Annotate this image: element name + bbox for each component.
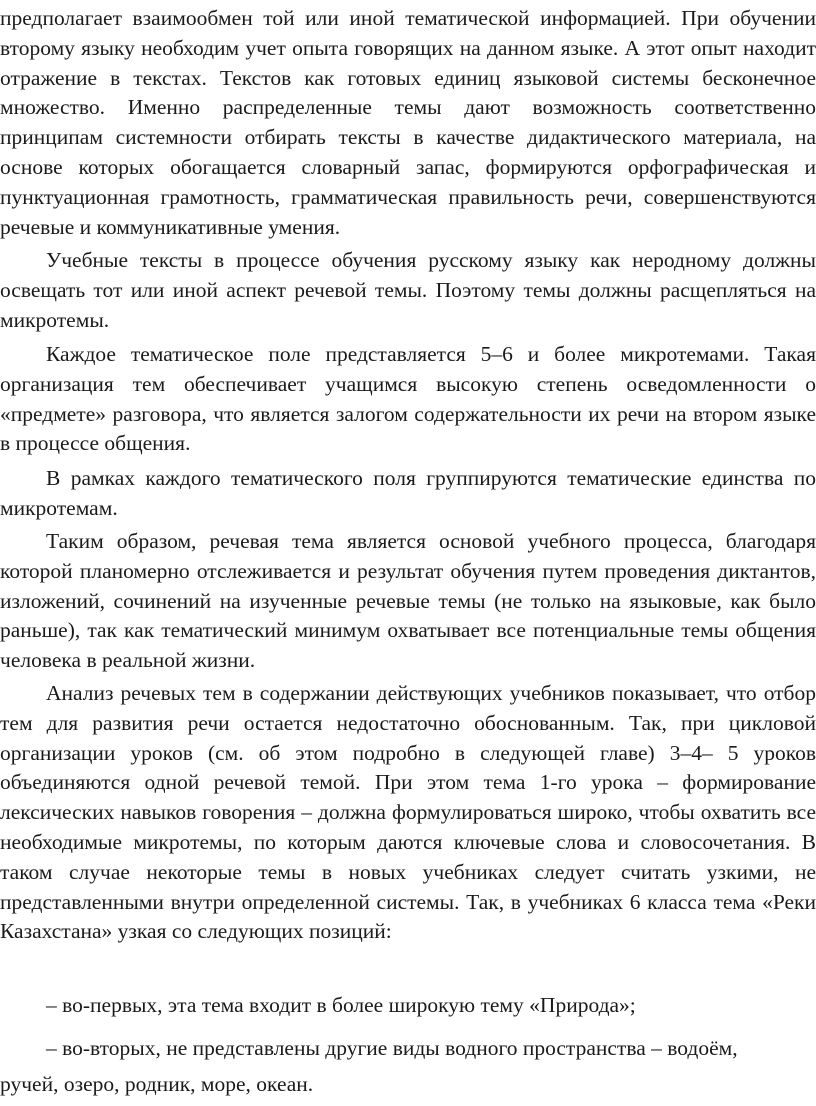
list-item-text: во-первых, эта тема входит в более широкую тему «Природа»; (62, 993, 636, 1017)
list-marker: – (46, 993, 57, 1017)
paragraph-3: Каждое тематическое поле представляется 5–6 и более микротемами. Такая организация тем обеспечивает учащимся высокую степень осведомленности о «предмете» разговора, что является залогом содержательности их речи на втором языке в процессе общения. (0, 342, 816, 456)
paragraph-5: Таким образом, речевая тема является основой учебного процесса, благодаря которой планомерно отслеживается и результат обучения путем проведения диктантов, изложений, сочинений на изученные речевые темы (не только на языковые, как было раньше), так как тематический минимум охватывает все потенциальные темы общения человека в реальной жизни. (0, 529, 816, 673)
list-item-1 (0, 991, 816, 1021)
paragraph-6: Анализ речевых тем в содержании действующих учебников показывает, что отбор тем для развития речи остается недостаточно обоснованным. Так, при цикловой организации уроков (см. об этом подробно в следующей главе) 3–4– 5 уроков объединяются одной речевой темой. При этом тема 1-го урока – формирование лексических навыков говорения – должна формулироваться широко, чтобы охватить все необходимые микротемы, по которым даются ключевые слова и словосочетания. В таком случае некоторые темы в новых учебниках следует считать узкими, не представленными внутри определенной системы. Так, в учебниках 6 класса тема «Реки Казахстана» узкая со следующих позиций: (0, 681, 816, 944)
paragraph-4: В рамках каждого тематического поля группируются тематические единства по микротемам. (0, 466, 816, 520)
paragraph-2: Учебные тексты в процессе обучения русскому языку как неродному должны освещать тот или иной аспект речевой темы. Поэтому темы должны расщепляться на микротемы. (0, 248, 816, 332)
list-item-2 (0, 1034, 816, 1064)
paragraph-1: предполагает взаимообмен той или иной тематической информацией. При обучении второму языку необходим учет опыта говорящих на данном языке. А этот опыт находит отражение в текстах. Текстов как готовых единиц языковой системы бесконечное множество. Именно распределенные темы дают возможность соответственно принципам системности отбирать тексты в качестве дидактического материала, на основе которых обогащается словарный запас, формируются орфографическая и пунктуационная грамотность, грамматическая правильность речи, совершенствуются речевые и коммуникативные умения. (0, 6, 816, 239)
list-marker: – (46, 1036, 57, 1060)
continuation-line: ручей, озеро, родник, море, океан. (0, 1072, 314, 1096)
list-item-text: во-вторых, не представлены другие виды водного пространства – водоём, (62, 1036, 738, 1060)
